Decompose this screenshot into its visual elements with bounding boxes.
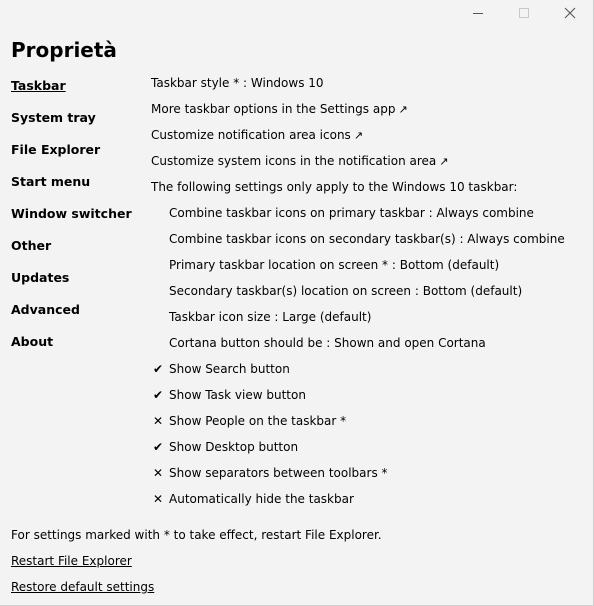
restore-default-settings-link[interactable]: Restore default settings <box>11 580 155 594</box>
sidebar-item-taskbar[interactable]: Taskbar <box>11 78 66 93</box>
toggle-label: Show separators between toolbars * <box>169 466 388 480</box>
primary-location-setting[interactable]: Primary taskbar location on screen * : Bottom (default) <box>169 258 500 272</box>
sidebar-item-other[interactable]: Other <box>11 238 52 253</box>
restart-file-explorer-link[interactable]: Restart File Explorer <box>11 554 132 568</box>
maximize-button[interactable] <box>501 0 547 26</box>
maximize-icon <box>518 7 530 19</box>
cross-icon: ✕ <box>152 492 164 506</box>
customize-system-icons-label: Customize system icons in the notification area <box>151 154 437 168</box>
toggle-label: Show Desktop button <box>169 440 299 454</box>
show-search-button-toggle[interactable] <box>151 359 591 385</box>
minimize-button[interactable] <box>455 0 501 26</box>
combine-primary-setting[interactable]: Combine taskbar icons on primary taskbar : Always combine <box>169 206 534 220</box>
toggle-label: Show Search button <box>169 362 290 376</box>
taskbar-style-label: Taskbar style * : Windows 10 <box>151 76 324 90</box>
customize-system-icons-link[interactable] <box>151 151 591 177</box>
restart-note: For settings marked with * to take effect, restart File Explorer. <box>11 528 382 542</box>
page-title: Proprietà <box>11 38 117 62</box>
footer <box>11 525 581 603</box>
show-separators-toggle[interactable] <box>151 463 591 489</box>
settings-panel <box>151 73 591 515</box>
sidebar-item-updates[interactable]: Updates <box>11 270 70 285</box>
external-link-icon: ↗ <box>439 155 449 168</box>
close-icon <box>564 7 576 19</box>
sidebar <box>11 77 141 365</box>
sidebar-item-about[interactable]: About <box>11 334 54 349</box>
toggle-label: Show People on the taskbar * <box>169 414 347 428</box>
taskbar-style-setting[interactable] <box>151 73 591 99</box>
sidebar-item-window-switcher[interactable]: Window switcher <box>11 206 132 221</box>
secondary-location-setting[interactable]: Secondary taskbar(s) location on screen : Bottom (default) <box>169 284 523 298</box>
icon-size-setting[interactable]: Taskbar icon size : Large (default) <box>169 310 372 324</box>
external-link-icon: ↗ <box>398 103 408 116</box>
sidebar-item-file-explorer[interactable]: File Explorer <box>11 142 101 157</box>
customize-notification-icons-link[interactable] <box>151 125 591 151</box>
close-button[interactable] <box>547 0 593 26</box>
customize-notification-icons-label: Customize notification area icons <box>151 128 351 142</box>
checkmark-icon: ✔ <box>152 362 164 376</box>
combine-secondary-setting[interactable]: Combine taskbar icons on secondary taskbar(s) : Always combine <box>169 232 565 246</box>
minimize-icon <box>472 7 484 19</box>
checkmark-icon: ✔ <box>152 440 164 454</box>
external-link-icon: ↗ <box>353 129 364 142</box>
cross-icon: ✕ <box>152 466 164 480</box>
checkmark-icon: ✔ <box>152 388 164 402</box>
sidebar-item-start-menu[interactable]: Start menu <box>11 174 91 189</box>
toggle-label: Show Task view button <box>169 388 306 402</box>
cross-icon: ✕ <box>152 414 164 428</box>
auto-hide-taskbar-toggle[interactable] <box>151 489 591 515</box>
cortana-button-setting[interactable]: Cortana button should be : Shown and open Cortana <box>169 336 486 350</box>
show-people-toggle[interactable] <box>151 411 591 437</box>
toggle-label: Automatically hide the taskbar <box>169 492 354 506</box>
sidebar-item-system-tray[interactable]: System tray <box>11 110 96 125</box>
show-task-view-button-toggle[interactable] <box>151 385 591 411</box>
sidebar-item-advanced[interactable]: Advanced <box>11 302 80 317</box>
more-taskbar-options-link[interactable] <box>151 99 591 125</box>
more-taskbar-options-label: More taskbar options in the Settings app <box>151 102 396 116</box>
show-desktop-button-toggle[interactable] <box>151 437 591 463</box>
window-controls <box>455 0 593 26</box>
win10-note: The following settings only apply to the Windows 10 taskbar: <box>151 180 518 194</box>
